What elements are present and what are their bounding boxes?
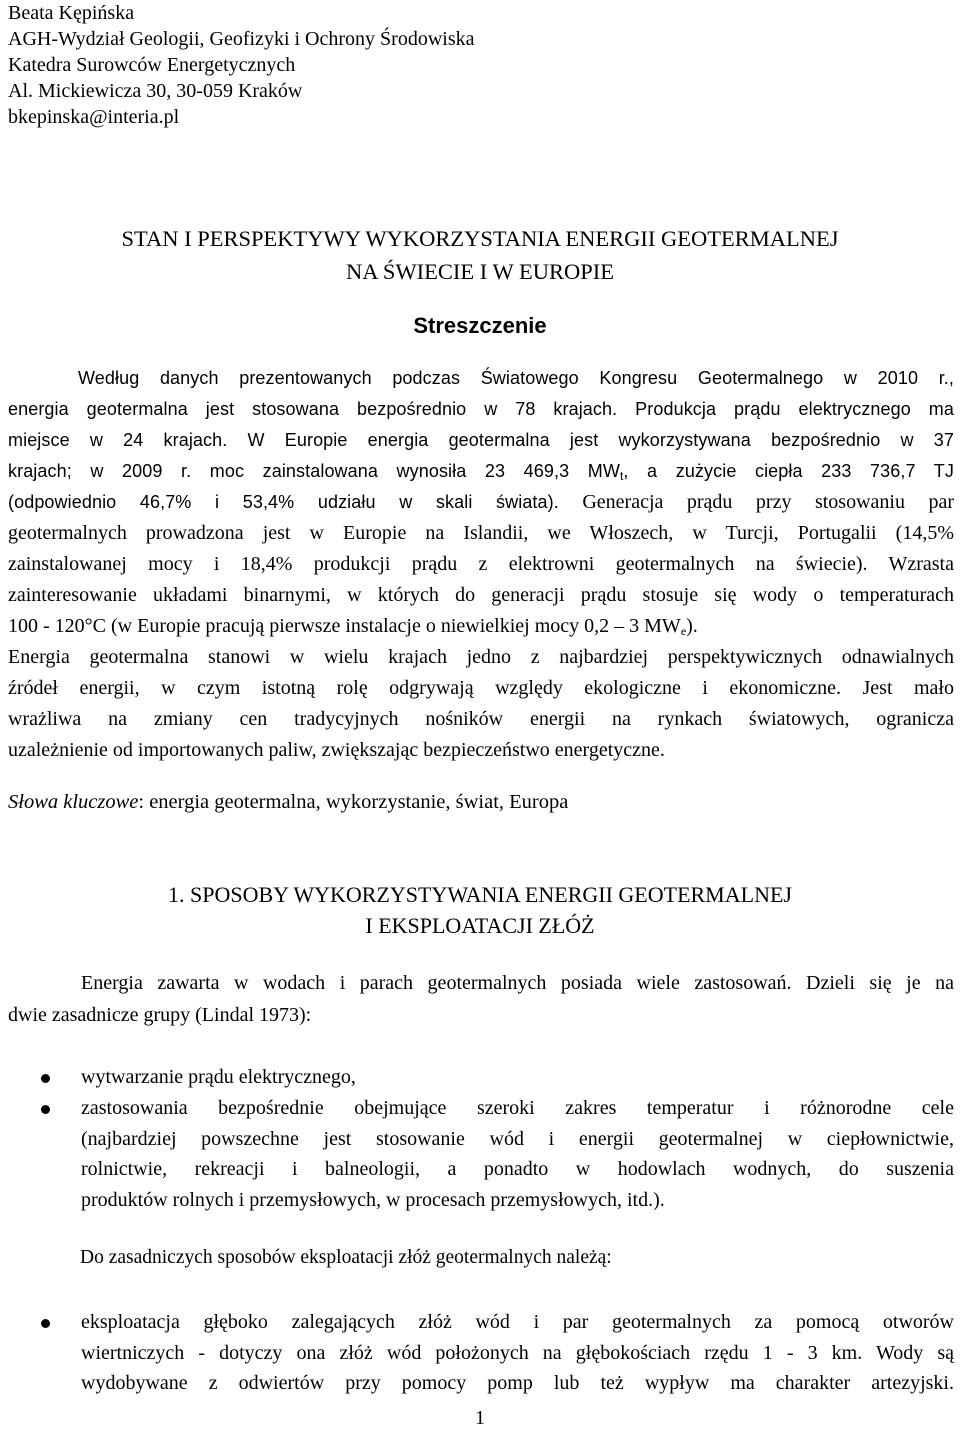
paper-title-line-2: NA ŚWIECIE I W EUROPIE [346, 259, 614, 284]
abstract-line-5-b: Generacja prądu przy stosowaniu par [558, 491, 955, 513]
abstract-heading: Streszczenie [413, 313, 547, 338]
bullet-dot [41, 1105, 50, 1114]
abstract-line-13: uzależnienie od importowanych paliw, zwiększając bezpieczeństwo energetyczne. [8, 739, 665, 761]
paper-title [0, 222, 960, 288]
abstract-body [8, 363, 954, 766]
abstract-line-8: zainteresowanie układami binarnymi, w których do generacji prądu stosuje się wody o temperaturach [8, 584, 954, 606]
bullet-2-line-3: rolnictwie, rekreacji i balneologii, a ponadto w hodowlach wodnych, do suszenia [81, 1158, 954, 1180]
author-affiliation: AGH-Wydział Geologii, Geofizyki i Ochrony Środowiska [8, 28, 475, 50]
section-1-title [0, 879, 960, 941]
paragraph-line-1: Energia zawarta w wodach i parach geotermalnych posiada wiele zastosowań. Dzieli się je na [81, 972, 954, 994]
author-department: Katedra Surowców Energetycznych [8, 54, 296, 76]
abstract-line-11: źródeł energii, w czym istotną rolę odgrywają względy ekologiczne i ekonomiczne. Jest mało [8, 677, 954, 699]
abstract-line-9-b: ). [686, 615, 698, 637]
abstract-line-7: zainstalowanej mocy i 18,4% produkcji prądu z elektrowni geotermalnych na świecie). Wzrasta [8, 553, 954, 575]
abstract-line-4-sub: t [619, 469, 624, 483]
page-number: 1 [475, 1407, 485, 1429]
abstract-line-5-a: (odpowiednio 46,7% i 53,4% udziału w skali świata). [8, 492, 559, 512]
abstract-line-4-a: krajach; w 2009 r. moc zainstalowana wynosiła 23 469,3 MW [8, 461, 620, 481]
keywords-text: : energia geotermalna, wykorzystanie, świat, Europa [138, 791, 569, 813]
bullet-2-line-2: (najbardziej powszechne jest stosowanie wód i energii geotermalnej w ciepłownictwie, [81, 1127, 954, 1150]
author-address: Al. Mickiewicza 30, 30-059 Kraków [8, 80, 303, 102]
bullet-dot [41, 1319, 50, 1328]
abstract-line-5 [8, 487, 954, 518]
bullet-2-line-4: produktów rolnych i przemysłowych, w procesach przemysłowych, itd.). [81, 1188, 665, 1211]
author-email: bkepinska@interia.pl [8, 106, 180, 128]
author-name: Beata Kępińska [8, 2, 135, 24]
paper-title-line-1: STAN I PERSPEKTYWY WYKORZYSTANIA ENERGII GEOTERMALNEJ [121, 226, 839, 251]
abstract-line-9-sub: e [680, 624, 687, 638]
abstract-line-10: Energia geotermalna stanowi w wielu krajach jedno z najbardziej perspektywicznych odnawialnych [8, 646, 954, 668]
section-1-title-line-1: 1. SPOSOBY WYKORZYSTYWANIA ENERGII GEOTERMALNEJ [168, 882, 792, 907]
keywords-label: Słowa kluczowe [8, 791, 139, 813]
bullet-3-line-1: eksploatacja głęboko zalegających złóż wód i par geotermalnych za pomocą otworów [81, 1311, 954, 1333]
bullet-dot [41, 1074, 50, 1083]
bullet-2-line-1: zastosowania bezpośrednie obejmujące szeroki zakres temperatur i różnorodne cele [81, 1097, 954, 1119]
section-1-paragraph [8, 967, 954, 1031]
abstract-line-3: miejsce w 24 krajach. W Europie energia geotermalna jest wykorzystywana bezpośrednio w 37 [8, 430, 954, 450]
abstract-line-9 [8, 611, 954, 642]
section-1-title-line-2: I EKSPLOATACJI ZŁÓŻ [365, 913, 595, 938]
abstract-line-9-a: 100 - 120°C (w Europie pracują pierwsze instalacje o niewielkiej mocy 0,2 – 3 MW [8, 615, 681, 637]
abstract-line-4-b: , a zużycie ciepła 233 736,7 TJ [623, 461, 955, 481]
paragraph-line-2: dwie zasadnicze grupy (Lindal 1973): [8, 1004, 312, 1026]
section-1-note: Do zasadniczych sposobów eksploatacji złóż geotermalnych należą: [80, 1247, 612, 1268]
abstract-line-4 [8, 456, 954, 487]
abstract-line-6: geotermalnych prowadzona jest w Europie na Islandii, we Włoszech, w Turcji, Portugalii (14,5% [8, 522, 954, 544]
abstract-line-2: energia geotermalna jest stosowana bezpośrednio w 78 krajach. Produkcja prądu elektrycznego ma [8, 399, 954, 419]
bullet-1-text: wytwarzanie prądu elektrycznego, [81, 1066, 356, 1088]
bullet-3-line-3: wydobywane z odwiertów przy pomocy pomp lub też wypływ ma charakter artezyjski. [81, 1372, 954, 1394]
author-block [8, 0, 474, 130]
abstract-line-12: wrażliwa na zmiany cen tradycyjnych nośników energii na rynkach światowych, ogranicza [8, 708, 954, 730]
keywords [8, 791, 568, 814]
abstract-line-1: Według danych prezentowanych podczas Światowego Kongresu Geotermalnego w 2010 r., [78, 368, 954, 388]
bullet-3-line-2: wiertniczych - dotyczy ona złóż wód położonych na głębokościach rzędu 1 - 3 km. Wody są [81, 1341, 954, 1364]
